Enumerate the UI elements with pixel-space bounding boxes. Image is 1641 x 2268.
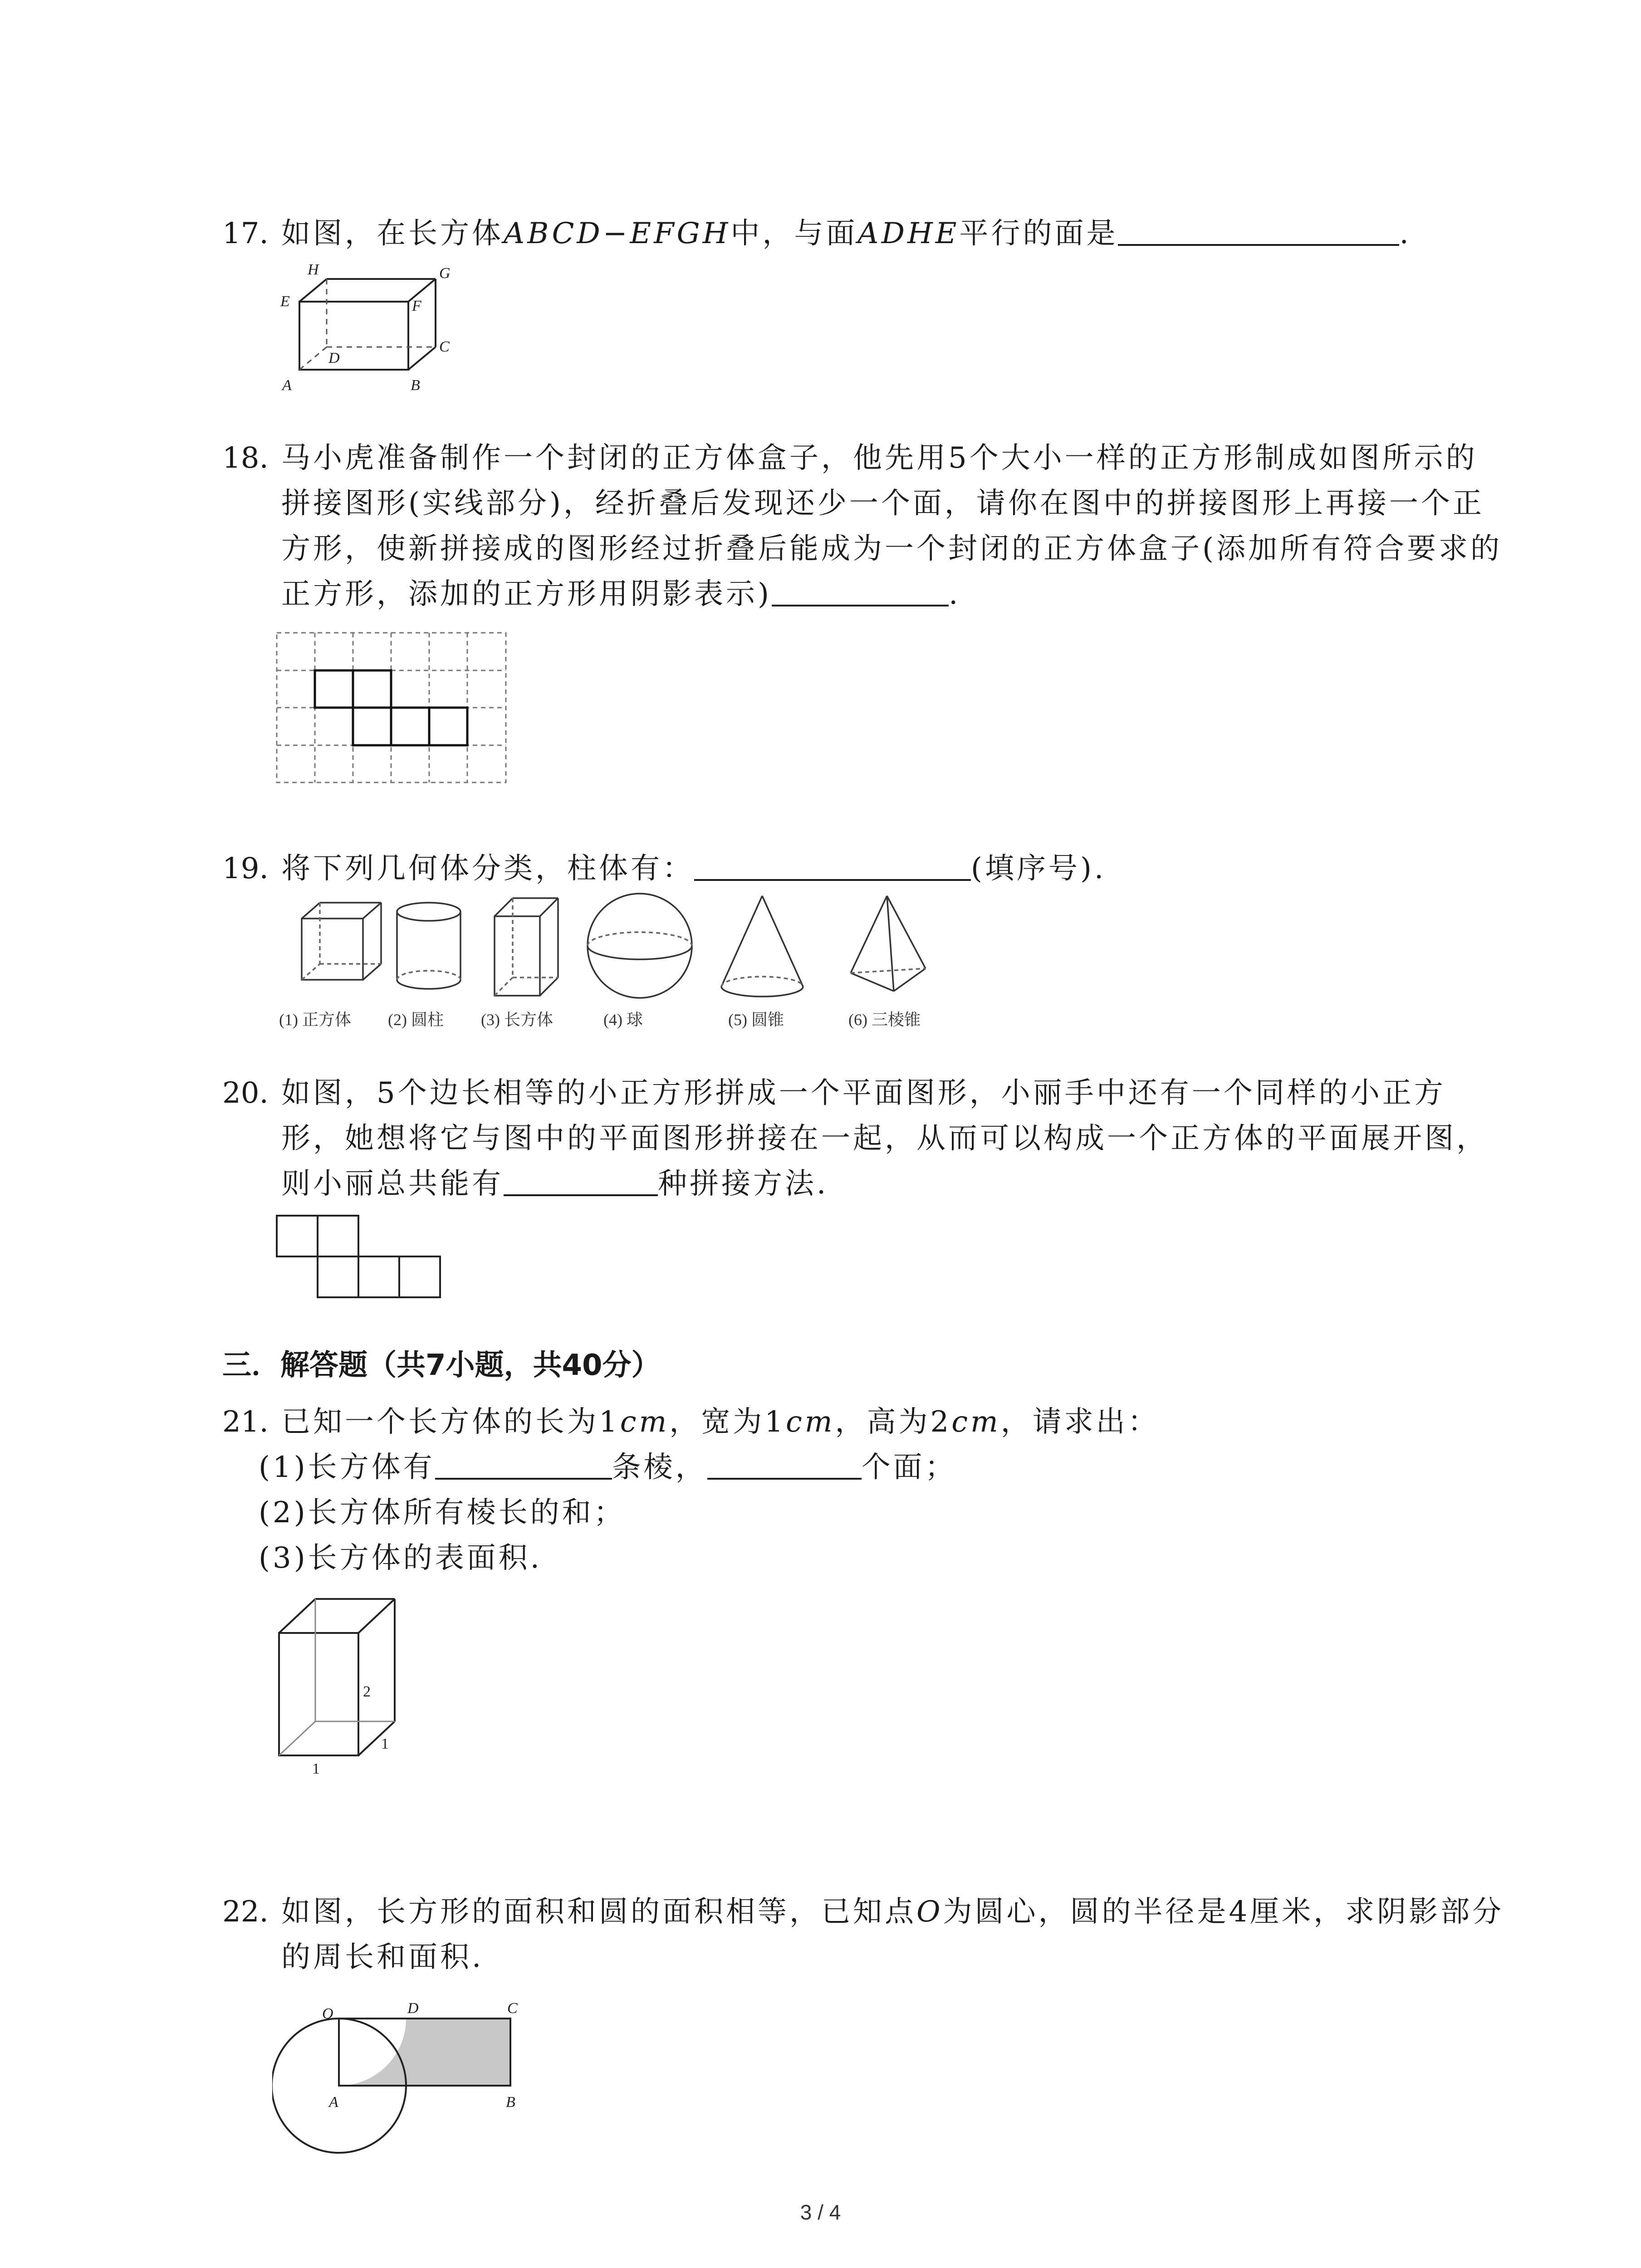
q22-label-d: D <box>407 2000 419 2017</box>
q19-caption-4: (4) 球 <box>603 1011 643 1029</box>
q18-text-1: 马小虎准备制作一个封闭的正方体盒子，他先用5个大小一样的正方形制成如图所示的 <box>281 441 1478 475</box>
q17-label-b: B <box>411 377 420 394</box>
q22-shaded-region <box>339 2019 510 2086</box>
q19-after: (填序号). <box>971 852 1107 885</box>
q22-line-2: 的周长和面积. <box>281 1941 484 1974</box>
q19-number: 19. <box>222 852 269 885</box>
q17-label-c: C <box>439 338 450 355</box>
q21-width: 1 <box>764 1405 786 1439</box>
q17-answer-blank[interactable] <box>1118 217 1399 246</box>
q21-edges-blank[interactable] <box>435 1451 612 1480</box>
q18-end: . <box>948 577 961 611</box>
q19-cuboid <box>495 898 558 996</box>
q21-unit-3: cm <box>951 1405 1001 1439</box>
q22-label-o: O <box>322 2005 333 2022</box>
q19-answer-blank[interactable] <box>694 852 971 881</box>
q17-face: ADHE <box>857 217 960 250</box>
q21-text-c: ，高为 <box>835 1405 931 1439</box>
q22-label-a: A <box>329 2094 338 2111</box>
q18-answer-blank[interactable] <box>772 577 949 606</box>
q21-part-1 <box>259 1447 957 1488</box>
q21-p1a: (1)长方体有 <box>259 1451 435 1484</box>
q19-cylinder <box>397 903 460 989</box>
q21-number: 21. <box>222 1405 269 1439</box>
q21-faces-blank[interactable] <box>707 1451 862 1480</box>
q21-part-2: (2)长方体所有棱长的和； <box>259 1496 626 1530</box>
q19-caption-3: (3) 长方体 <box>481 1011 553 1029</box>
q22-circle-rectangle-figure <box>272 1991 554 2164</box>
q19-cube <box>302 903 381 980</box>
q17-label-f: F <box>412 298 421 314</box>
page-number: 3 / 4 <box>800 2200 841 2224</box>
q17-label-h: H <box>308 261 319 278</box>
q17-label-a: A <box>282 377 292 394</box>
q21-p1b: 条棱， <box>612 1451 707 1484</box>
q17-solid: ABCD−EFGH <box>504 217 731 250</box>
q21-cuboid-figure <box>272 1592 417 1783</box>
q20-text-1: 如图，5个边长相等的小正方形拼成一个平面图形，小丽手中还有一个同样的小正方 <box>281 1076 1446 1110</box>
q21-unit-2: cm <box>785 1405 835 1439</box>
q18-grid-figure[interactable] <box>274 631 510 787</box>
q21-p1c: 个面； <box>861 1451 957 1484</box>
q18-line-4 <box>281 574 960 615</box>
q21-label-width: 1 <box>312 1760 320 1777</box>
q21-height: 2 <box>930 1405 952 1439</box>
q20-answer-blank[interactable] <box>504 1167 658 1196</box>
q20-line-1 <box>222 1073 1446 1114</box>
q19-line <box>222 848 1106 889</box>
q18-number: 18. <box>222 441 269 475</box>
q21-length: 1 <box>599 1405 620 1439</box>
q22-text-1a: 如图，长方形的面积和圆的面积相等，已知点 <box>281 1895 916 1929</box>
q21-unit-1: cm <box>620 1405 670 1439</box>
q20-text-3a: 则小丽总共能有 <box>281 1167 504 1201</box>
q17-text-a: 如图，在长方体 <box>281 217 504 250</box>
q19-caption-5: (5) 圆锥 <box>728 1011 784 1029</box>
q21-text-b: ，宽为 <box>669 1405 765 1439</box>
q21-text-a: 已知一个长方体的长为 <box>281 1405 599 1439</box>
q17-label-d: D <box>328 350 340 367</box>
q17-number: 17. <box>222 217 269 250</box>
q21-part-3: (3)长方体的表面积. <box>259 1541 542 1575</box>
q19-cone <box>721 896 803 997</box>
q17-label-e: E <box>280 293 290 310</box>
q20-line-2: 形，她想将它与图中的平面图形拼接在一起，从而可以构成一个正方体的平面展开图， <box>281 1122 1488 1155</box>
q17-line <box>222 213 1411 254</box>
q22-label-b: B <box>506 2094 515 2111</box>
q19-solids-figure <box>272 889 962 1034</box>
q17-text-b: 中，与面 <box>730 217 858 250</box>
q22-label-c: C <box>507 2000 518 2017</box>
q18-line-3: 方形，使新拼接成的图形经过折叠后能成为一个封闭的正方体盒子(添加所有符合要求的 <box>281 532 1502 566</box>
q22-line-1 <box>222 1892 1504 1932</box>
q18-net-solid <box>315 670 467 745</box>
q22-point-o: O <box>916 1895 943 1929</box>
q19-text: 将下列几何体分类，柱体有： <box>281 852 694 885</box>
q19-sphere <box>588 894 692 998</box>
q18-line-1 <box>222 438 1478 479</box>
q17-label-g: G <box>439 265 451 282</box>
q19-caption-2: (2) 圆柱 <box>388 1011 444 1029</box>
q17-text-c: 平行的面是 <box>959 217 1118 250</box>
q20-line-3 <box>281 1163 828 1204</box>
q17-end: . <box>1399 217 1411 250</box>
q19-caption-1: (1) 正方体 <box>279 1011 351 1029</box>
q21-text-d: ，请求出： <box>1000 1405 1160 1439</box>
q19-pyramid <box>851 896 926 991</box>
q20-text-3b: 种拼接方法. <box>658 1167 829 1201</box>
q17-cuboid-figure <box>272 261 463 397</box>
q18-text-4: 正方形，添加的正方形用阴影表示) <box>281 577 772 611</box>
q21-label-height: 2 <box>363 1683 371 1700</box>
q20-net-figure <box>274 1213 447 1304</box>
section-3-title: 三．解答题（共7小题，共40分） <box>222 1349 661 1382</box>
q21-line-1 <box>222 1402 1160 1442</box>
q19-caption-6: (6) 三棱锥 <box>848 1011 921 1029</box>
q22-text-1b: 为圆心，圆的半径是4厘米，求阴影部分 <box>943 1895 1504 1929</box>
q22-number: 22. <box>222 1895 269 1929</box>
q18-line-2: 拼接图形(实线部分)，经折叠后发现还少一个面，请你在图中的拼接图形上再接一个正 <box>281 487 1484 520</box>
q21-label-depth: 1 <box>381 1735 389 1752</box>
q20-number: 20. <box>222 1076 269 1110</box>
